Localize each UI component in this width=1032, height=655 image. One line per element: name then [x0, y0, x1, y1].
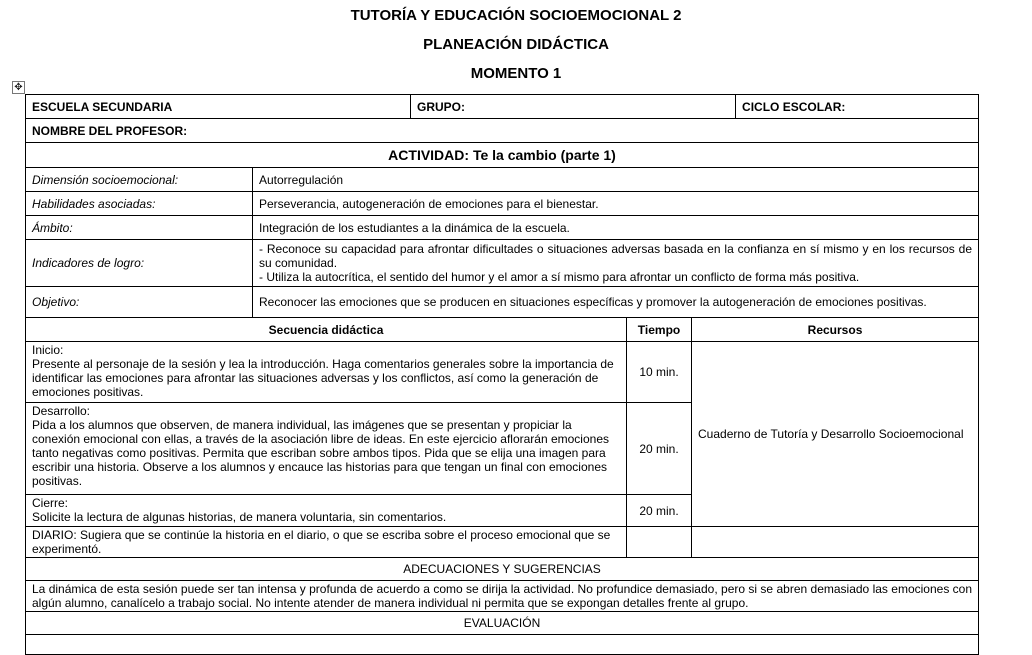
resources-cell[interactable]: Cuaderno de Tutoría y Desarrollo Socioemocional	[692, 342, 979, 527]
step-heading: Desarrollo:	[32, 404, 91, 418]
cycle-label[interactable]: CICLO ESCOLAR:	[736, 95, 979, 119]
evaluation-header-row	[26, 612, 979, 635]
detail-row	[26, 216, 979, 240]
teacher-label[interactable]: NOMBRE DEL PROFESOR:	[26, 119, 979, 143]
detail-row	[26, 287, 979, 318]
adaptations-text[interactable]: La dinámica de esta sesión puede ser tan intensa y profunda de acuerdo a como se dirija la actividad. No profundice demasiado, pero si se abren demasiado las emociones con algún alumno, canalícelo a trabajo social. No intente atender de manera individual ni permita que se expongan detalles frente al grupo.	[26, 581, 979, 612]
detail-row	[26, 240, 979, 287]
teacher-row	[26, 119, 979, 143]
step-time[interactable]: 20 min.	[627, 403, 692, 495]
detail-label: Indicadores de logro:	[26, 240, 253, 287]
sequence-step-cell[interactable]	[26, 342, 627, 403]
step-text: Pida a los alumnos que observen, de manera individual, las imágenes que se presentan y propiciar la conexión emocional con ellas, a través de la asociación libre de ideas. En este ejercicio aflorarán emociones tanto negativas como positivas. Permita que escriban sobre ambos tipos. Pida que se elija una imagen para escribir una historia. Observe a los alumnos y encauce las historias para que tengan un final con emociones positivas.	[32, 418, 609, 488]
detail-value[interactable]: Reconocer las emociones que se producen en situaciones específicas y promover la autogeneración de emociones positivas.	[253, 287, 979, 318]
step-heading: Inicio:	[32, 343, 64, 357]
diary-resources-cell[interactable]	[692, 527, 979, 558]
school-info-row	[26, 95, 979, 119]
detail-value[interactable]	[253, 240, 979, 287]
diary-time-cell[interactable]	[627, 527, 692, 558]
detail-label: Ámbito:	[26, 216, 253, 240]
sequence-step-cell[interactable]	[26, 495, 627, 527]
detail-value[interactable]: Perseverancia, autogeneración de emociones para el bienestar.	[253, 192, 979, 216]
detail-row	[26, 192, 979, 216]
sequence-header-row	[26, 318, 979, 342]
detail-label: Habilidades asociadas:	[26, 192, 253, 216]
detail-value[interactable]: Autorregulación	[253, 168, 979, 192]
detail-label: Objetivo:	[26, 287, 253, 318]
evaluation-title: EVALUACIÓN	[26, 612, 979, 635]
group-label[interactable]: GRUPO:	[411, 95, 736, 119]
sequence-column-header: Secuencia didáctica	[26, 318, 627, 342]
activity-title: ACTIVIDAD: Te la cambio (parte 1)	[26, 143, 979, 168]
planning-table	[25, 94, 979, 655]
document-subtitle: PLANEACIÓN DIDÁCTICA	[423, 36, 609, 53]
step-text: Solicite la lectura de algunas historias, de manera voluntaria, sin comentarios.	[32, 510, 447, 524]
adaptations-row	[26, 581, 979, 612]
document-title: TUTORÍA Y EDUCACIÓN SOCIOEMOCIONAL 2	[350, 7, 682, 24]
resources-column-header: Recursos	[692, 318, 979, 342]
detail-label: Dimensión socioemocional:	[26, 168, 253, 192]
document-header	[0, 6, 1032, 93]
detail-row	[26, 168, 979, 192]
document-moment: MOMENTO 1	[470, 65, 562, 82]
diary-cell[interactable]: DIARIO: Sugiera que se continúe la historia en el diario, o que se escriba sobre el proceso emocional que se experimentó.	[26, 527, 627, 558]
time-column-header: Tiempo	[627, 318, 692, 342]
school-label[interactable]: ESCUELA SECUNDARIA	[26, 95, 411, 119]
activity-row	[26, 143, 979, 168]
step-time[interactable]: 10 min.	[627, 342, 692, 403]
indicator-line: - Reconoce su capacidad para afrontar dificultades o situaciones adversas basada en la confianza en sí mismo y en los recursos de su comunidad.	[259, 242, 973, 270]
evaluation-row	[26, 635, 979, 655]
detail-value[interactable]: Integración de los estudiantes a la dinámica de la escuela.	[253, 216, 979, 240]
adaptations-header-row	[26, 558, 979, 581]
move-arrows-icon[interactable]: ✥	[12, 81, 25, 94]
evaluation-content-cell[interactable]	[26, 635, 979, 655]
sequence-step-cell[interactable]	[26, 403, 627, 495]
step-time[interactable]: 20 min.	[627, 495, 692, 527]
adaptations-title: ADECUACIONES Y SUGERENCIAS	[26, 558, 979, 581]
indicator-line: - Utiliza la autocrítica, el sentido del humor y el amor a sí mismo para afrontar un conflicto de forma más positiva.	[259, 270, 860, 284]
diary-row	[26, 527, 979, 558]
sequence-step-row	[26, 342, 979, 403]
step-text: Presente al personaje de la sesión y lea la introducción. Haga comentarios generales sobre la importancia de identificar las emociones para afrontar las situaciones adversas y los conflictos, así como la generación de emociones positivas.	[32, 357, 614, 399]
step-heading: Cierre:	[32, 496, 69, 510]
